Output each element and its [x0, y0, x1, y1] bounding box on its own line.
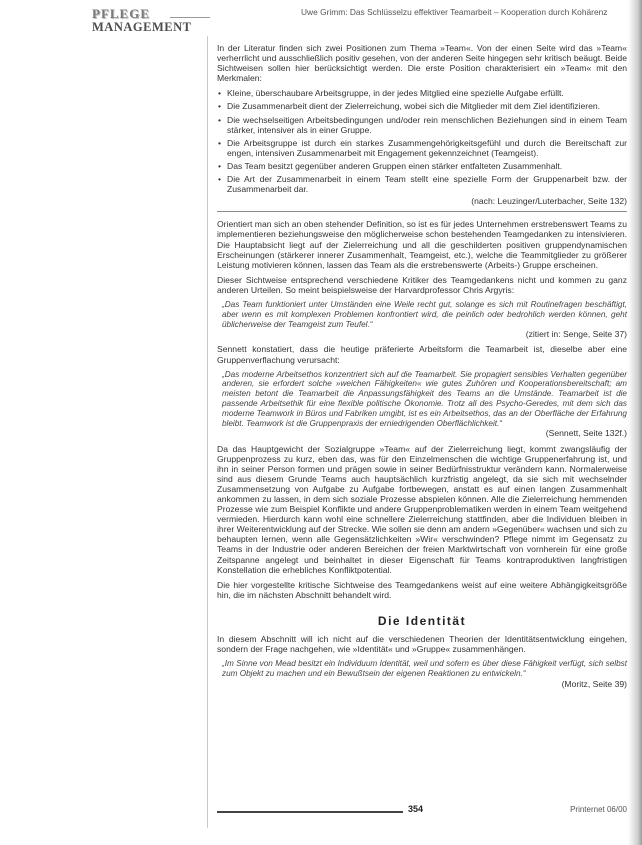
publisher-label: Printernet 06/00 — [570, 805, 627, 814]
section-heading: Die Identität — [377, 613, 467, 628]
list-item: • Die wechselseitigen Arbeitsbedingungen und/oder rein menschlichen Beziehungen sind in einem Team stärker, intensiver als in einer Gruppe. — [227, 115, 627, 135]
paragraph-sennett: Sennett konstatiert, dass die heutige präferierte Arbeitsform die Teamarbeit ist, dieselbe aber eine Gruppenverflachung verursacht: — [217, 344, 627, 365]
list-item: • Das Team besitzt gegenüber anderen Gruppen einen stärker entfalteten Zusammenhalt. — [227, 161, 627, 171]
journal-logo — [92, 7, 200, 41]
citation-source: (zitiert in: Senge, Seite 37) — [525, 329, 627, 340]
block-quote: „Im Sinne von Mead besitzt ein Individuum Identität, weil und sofern es über diese Fähigkeit verfügt, sich selbst zum Objekt zu machen und ein Bewußtsein der eigenen Reaktionen zu entwickeln.“ — [222, 659, 627, 678]
paragraph-identity: In diesem Abschnitt will ich nicht auf die verschiedenen Theorien der Identitätsentwicklung eingehen, sondern der Frage nachgehen, wie »Identität« und »Gruppe« zusammenhängen. — [217, 633, 627, 655]
running-head: Uwe Grimm: Das Schlüsselzu effektiver Teamarbeit – Kooperation durch Kohärenz — [301, 7, 608, 17]
page-footer — [217, 804, 627, 820]
paragraph-main-weight: Da das Hauptgewicht der Sozialgruppe »Team« auf der Zielerreichung liegt, kommt zwangsläufig der Gruppenprozess zu kurz, eben das, was für den Einzelmenschen die wichtige Gruppenerfahrung ist, und ihn in seiner Person formen und prägen sowie in seiner Bedürfnisstruktur verändern kann. Normalerweise sind aus diesem Grunde Teams auch hauptsächlich kurzfristig angelegt, da sie sich mit wechselnder Zusammensetzung von Aufgabe zu Aufgabe fortbewegen, anstatt es auf einen langen Zusammenhalt ankommen zu lassen, in dem sich soziale Prozesse abspielen können. Alle die Zielerreichung hemmenden Prozesse wie zum Beispiel Konflikte und andere Gruppenproblematiken werden in einem Team weitgehend vermieden. Hierdurch kann wohl eine schnellere Zielerreichung stattfinden, aber die Individuen bleiben in ihrer Weiterentwicklung auf der Strecke. Wie sollen sie denn am andern »Gegenüber« wachsen und sich zu behaupten lernen, wenn alle Gegensätzlichkeiten »Wir« verschwinden? Pflege nimmt im Gegensatz zu Teams in der Industrie oder anderen Bereichen der freien Marktwirtschaft von vornherein für eine große Zeitspanne angelegt und beinhaltet in dieser Eigenschaft für Teams kontraproduktiven langfristigen Konstellation die erhebliches Konfliktpotential. — [217, 443, 627, 575]
paragraph-transition: Die hier vorgestellte kritische Sichtweise des Teamgedankens weist auf eine weitere Abhängigkeitsgröße hin, die im nächsten Abschnitt behandelt wird. — [217, 579, 627, 600]
logo-rule — [170, 17, 210, 18]
page-edge-shadow — [628, 0, 642, 845]
list-item: • Die Art der Zusammenarbeit in einem Team stellt eine spezielle Form der Gruppenarbeit bzw. der Zusammenarbeit dar. — [227, 174, 627, 194]
block-quote: „Das moderne Arbeitsethos konzentriert sich auf die Teamarbeit. Sie propagiert sensibles Verhalten gegenüber anderen, sie erfordert solche »weichen Fähigkeiten« wie gutes Zuhören und Kooperationsbereitschaft; am meisten betont die Teamarbeit die Anpassungsfähigkeit des Teams an die Umstände. Teamarbeit ist die passende Arbeitsethik für eine flexible politische Ökonomie. Trotz all des Psycho-Geredes, mit dem sich das moderne Teamwork in Büros und Fabriken umgibt, ist es ein Arbeitsethos, das an der Oberfläche der Erfahrung bleibt. Teamwork ist die Gruppenpraxis der erniedrigenden Oberflächlichkeit.“ — [222, 369, 627, 428]
article-body — [217, 43, 627, 694]
footer-rule — [217, 811, 422, 813]
block-quote: „Das Team funktioniert unter Umständen eine Weile recht gut, solange es sich mit Routinefragen beschäftigt, aber wenn es mit komplexen Problemen konfrontiert wird, die peinlich oder bedrohlich werden können, geht üblicherweise der Teamgeist zum Teufel.“ — [222, 299, 627, 329]
citation-source: (Moritz, Seite 39) — [561, 678, 627, 689]
list-item: • Die Arbeitsgruppe ist durch ein starkes Zusammengehörigkeitsgefühl und durch die Bereitschaft zur engen, intensiven Zusammenarbeit mit Engagement gekennzeichnet (Teamgeist). — [227, 138, 627, 158]
list-item: • Die Zusammenarbeit dient der Zielerreichung, wobei sich die Mitglieder mit dem Ziel identifizieren. — [227, 101, 627, 111]
section-divider — [217, 211, 627, 212]
paragraph-critics: Dieser Sichtweise entsprechend verschiedene Kritiker des Teamgedankens nicht und kommen zu ganz anderen Urteilen. So meint beispielsweise der Harvardprofessor Chris Argyris: — [217, 274, 627, 295]
margin-rule — [207, 36, 208, 828]
citation-source: (nach: Leuzinger/Luterbacher, Seite 132) — [471, 196, 627, 207]
logo-line-pflege: PFLEGE — [92, 6, 151, 21]
team-characteristics-list — [217, 88, 627, 194]
logo-line-management: MANAGEMENT — [92, 20, 192, 34]
paragraph-intro: In der Literatur finden sich zwei Positionen zum Thema »Team«. Von der einen Seite wird das »Team« verherrlicht und ausschließlich positiv gesehen, von der anderen Seite hingegen sehr kritisch beäugt. Beide Sichtweisen sollen hier berücksichtigt werden. Die erste Position charakterisiert ein »Team« mit den Merkmalen: — [217, 43, 627, 84]
page-number: 354 — [403, 804, 428, 814]
citation-source: (Sennett, Seite 132f.) — [545, 428, 627, 439]
paragraph-orientation: Orientiert man sich an oben stehender Definition, so ist es für jedes Unternehmen erstrebenswert Teams zu implementieren beziehungsweise den möglicherweise schon bestehenden Teamgedanken zu intensivieren. Die Hauptabsicht liegt auf der Zielerreichung und all die geschilderten positiven gruppendynamischen Erscheinungen (stärkerer innerer Zusammenhalt, Teamgeist, etc.), welche die Teammitglieder zu größerer Leistung motivieren können, lassen das Team als die erstrebenswerte (Arbeits-) Gruppe erscheinen. — [217, 219, 627, 270]
list-item: • Kleine, überschaubare Arbeitsgruppe, in der jedes Mitglied eine spezielle Aufgabe erfüllt. — [227, 88, 627, 98]
